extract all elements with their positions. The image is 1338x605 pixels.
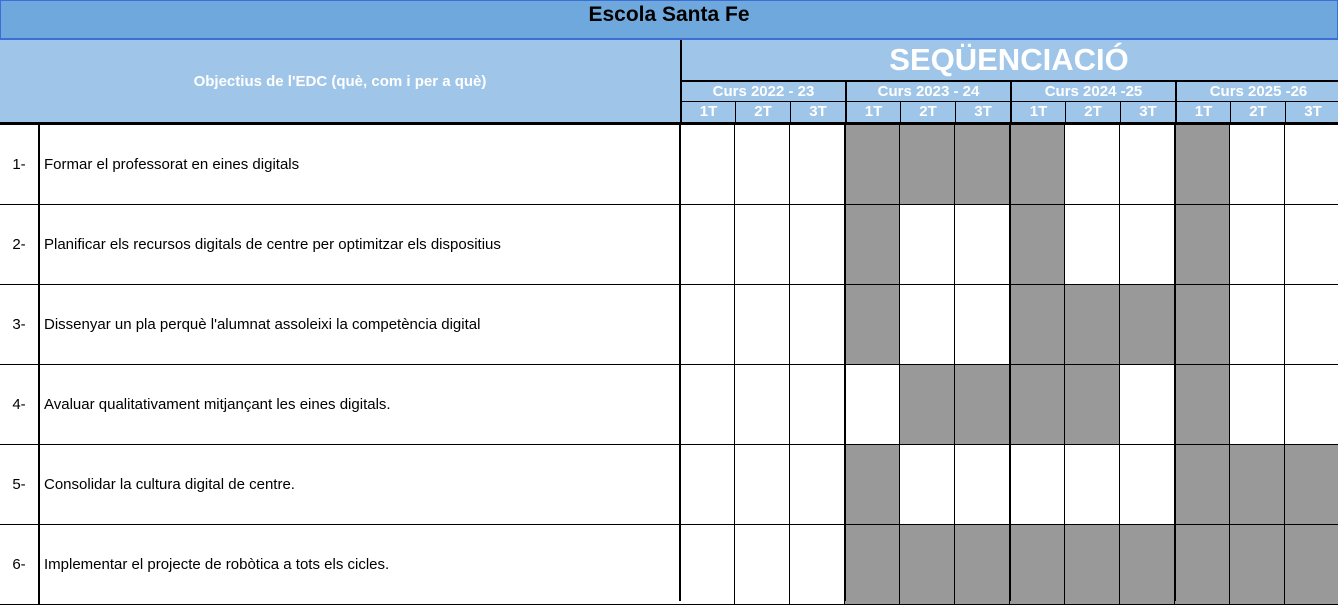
schedule-cell-filled[interactable] — [955, 525, 1010, 605]
header-divider — [0, 122, 1338, 125]
schedule-cell-filled[interactable] — [1120, 525, 1175, 605]
schedule-cell-filled[interactable] — [1010, 525, 1065, 605]
schedule-cell-filled[interactable] — [1010, 125, 1065, 205]
term-header[interactable]: 2T — [1065, 102, 1120, 122]
schedule-cell-filled[interactable] — [900, 525, 955, 605]
schedule-cell-empty[interactable] — [1120, 445, 1175, 525]
year-separator — [1174, 124, 1176, 601]
row-number[interactable]: 4- — [0, 365, 40, 445]
objective-text[interactable]: Dissenyar un pla perquè l'alumnat assoleixi la competència digital — [40, 285, 680, 365]
schedule-cell-empty[interactable] — [735, 205, 790, 285]
schedule-cell-filled[interactable] — [1065, 525, 1120, 605]
schedule-cell-empty[interactable] — [1285, 365, 1338, 445]
sheet-title: Escola Santa Fe — [588, 3, 750, 26]
objective-text[interactable]: Planificar els recursos digitals de centre per optimitzar els dispositius — [40, 205, 680, 285]
row-number[interactable]: 1- — [0, 125, 40, 205]
sequence-header: SEQÜENCIACIÓ — [889, 42, 1129, 77]
schedule-cell-filled[interactable] — [1010, 365, 1065, 445]
schedule-cell-empty[interactable] — [680, 205, 735, 285]
term-header[interactable]: 2T — [735, 102, 790, 122]
year-separator — [1009, 124, 1011, 601]
schedule-cell-filled[interactable] — [1175, 285, 1230, 365]
schedule-cell-empty[interactable] — [1285, 125, 1338, 205]
schedule-cell-empty[interactable] — [955, 445, 1010, 525]
year-header[interactable]: Curs 2023 - 24 — [845, 82, 1010, 102]
schedule-cell-empty[interactable] — [1230, 125, 1285, 205]
schedule-cell-filled[interactable] — [1175, 525, 1230, 605]
schedule-cell-filled[interactable] — [1010, 205, 1065, 285]
term-header[interactable]: 2T — [1230, 102, 1285, 122]
schedule-cell-filled[interactable] — [1285, 445, 1338, 525]
schedule-cell-empty[interactable] — [790, 285, 845, 365]
schedule-cell-filled[interactable] — [845, 445, 900, 525]
schedule-cell-filled[interactable] — [1065, 365, 1120, 445]
schedule-cell-filled[interactable] — [1230, 445, 1285, 525]
row-number[interactable]: 2- — [0, 205, 40, 285]
schedule-cell-empty[interactable] — [790, 365, 845, 445]
schedule-cell-empty[interactable] — [1285, 205, 1338, 285]
objective-text[interactable]: Implementar el projecte de robòtica a tots els cicles. — [40, 525, 680, 605]
term-header[interactable]: 3T — [1120, 102, 1175, 122]
schedule-cell-empty[interactable] — [955, 205, 1010, 285]
year-separator — [679, 124, 681, 601]
schedule-cell-empty[interactable] — [900, 285, 955, 365]
schedule-cell-filled[interactable] — [955, 365, 1010, 445]
year-header[interactable]: Curs 2022 - 23 — [680, 82, 845, 102]
schedule-cell-empty[interactable] — [680, 445, 735, 525]
term-header[interactable]: 1T — [845, 102, 900, 122]
schedule-cell-filled[interactable] — [900, 125, 955, 205]
objective-text[interactable]: Avaluar qualitativament mitjançant les eines digitals. — [40, 365, 680, 445]
schedule-cell-filled[interactable] — [1230, 525, 1285, 605]
schedule-cell-empty[interactable] — [1230, 205, 1285, 285]
schedule-cell-filled[interactable] — [1175, 125, 1230, 205]
schedule-cell-empty[interactable] — [790, 525, 845, 605]
schedule-cell-filled[interactable] — [1175, 205, 1230, 285]
schedule-cell-filled[interactable] — [1065, 285, 1120, 365]
schedule-cell-filled[interactable] — [955, 125, 1010, 205]
schedule-cell-empty[interactable] — [735, 525, 790, 605]
schedule-cell-empty[interactable] — [1120, 205, 1175, 285]
schedule-cell-empty[interactable] — [900, 445, 955, 525]
schedule-cell-empty[interactable] — [1285, 285, 1338, 365]
schedule-cell-filled[interactable] — [1120, 285, 1175, 365]
schedule-cell-empty[interactable] — [1230, 365, 1285, 445]
schedule-cell-empty[interactable] — [735, 445, 790, 525]
schedule-cell-empty[interactable] — [845, 365, 900, 445]
schedule-cell-empty[interactable] — [680, 125, 735, 205]
schedule-cell-empty[interactable] — [1065, 125, 1120, 205]
term-header[interactable]: 1T — [680, 102, 735, 122]
schedule-cell-empty[interactable] — [1230, 285, 1285, 365]
term-header[interactable]: 3T — [1285, 102, 1338, 122]
schedule-cell-filled[interactable] — [845, 125, 900, 205]
schedule-cell-empty[interactable] — [900, 205, 955, 285]
schedule-cell-filled[interactable] — [845, 205, 900, 285]
schedule-cell-filled[interactable] — [845, 285, 900, 365]
schedule-cell-empty[interactable] — [680, 525, 735, 605]
schedule-cell-empty[interactable] — [735, 125, 790, 205]
schedule-cell-empty[interactable] — [1065, 205, 1120, 285]
row-number[interactable]: 6- — [0, 525, 40, 605]
schedule-cell-empty[interactable] — [680, 365, 735, 445]
schedule-cell-filled[interactable] — [845, 525, 900, 605]
term-header[interactable]: 2T — [900, 102, 955, 122]
schedule-cell-empty[interactable] — [790, 125, 845, 205]
schedule-cell-empty[interactable] — [790, 205, 845, 285]
year-header[interactable]: Curs 2025 -26 — [1175, 82, 1338, 102]
schedule-cell-empty[interactable] — [680, 285, 735, 365]
schedule-cell-empty[interactable] — [1010, 445, 1065, 525]
schedule-cell-empty[interactable] — [735, 365, 790, 445]
schedule-cell-empty[interactable] — [1120, 125, 1175, 205]
schedule-cell-empty[interactable] — [790, 445, 845, 525]
schedule-cell-filled[interactable] — [1175, 445, 1230, 525]
objectives-header: Objectius de l'EDC (què, com i per a què) — [193, 73, 487, 90]
schedule-cell-filled[interactable] — [1175, 365, 1230, 445]
term-header[interactable]: 3T — [790, 102, 845, 122]
schedule-cell-empty[interactable] — [955, 285, 1010, 365]
year-separator — [844, 124, 846, 601]
schedule-cell-empty[interactable] — [735, 285, 790, 365]
schedule-cell-empty[interactable] — [1065, 445, 1120, 525]
schedule-cell-filled[interactable] — [900, 365, 955, 445]
schedule-cell-empty[interactable] — [1120, 365, 1175, 445]
objective-text[interactable]: Consolidar la cultura digital de centre. — [40, 445, 680, 525]
year-header[interactable]: Curs 2024 -25 — [1010, 82, 1175, 102]
row-number[interactable]: 3- — [0, 285, 40, 365]
objective-text[interactable]: Formar el professorat en eines digitals — [40, 125, 680, 205]
term-header[interactable]: 1T — [1175, 102, 1230, 122]
schedule-cell-filled[interactable] — [1010, 285, 1065, 365]
term-header[interactable]: 1T — [1010, 102, 1065, 122]
row-number[interactable]: 5- — [0, 445, 40, 525]
schedule-cell-filled[interactable] — [1285, 525, 1338, 605]
term-header[interactable]: 3T — [955, 102, 1010, 122]
